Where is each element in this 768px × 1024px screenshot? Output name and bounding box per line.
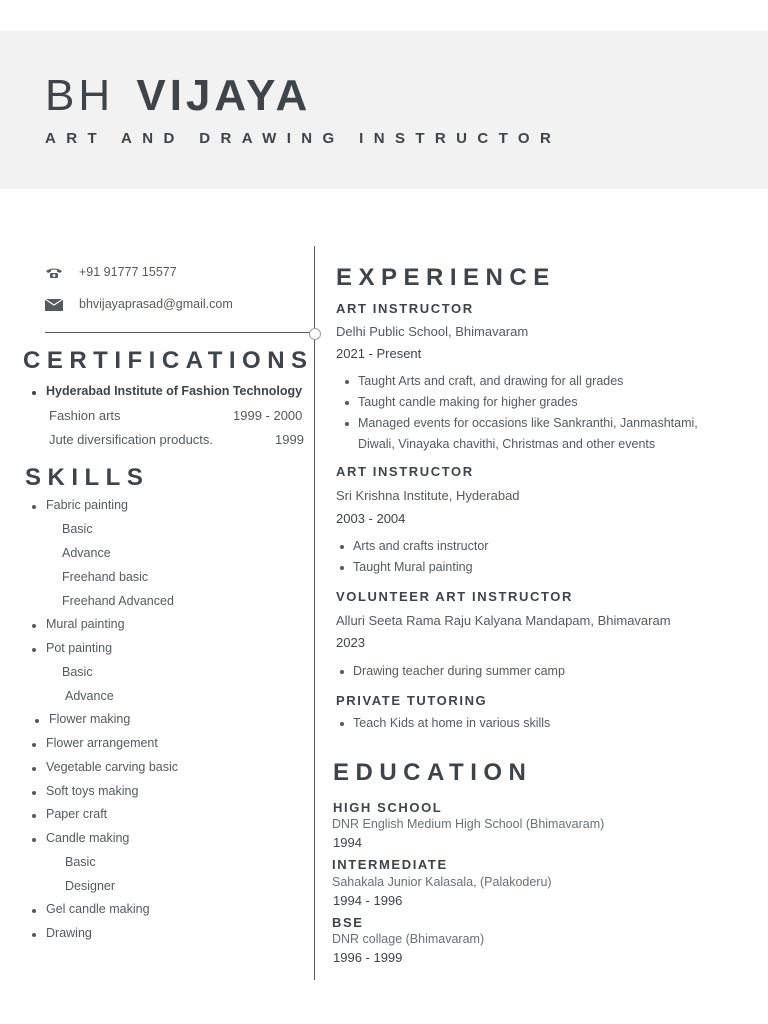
certification-name: Jute diversification products. bbox=[49, 432, 214, 447]
certification-institute: Hyderabad Institute of Fashion Technology bbox=[46, 384, 303, 398]
person-name bbox=[45, 70, 311, 122]
job-duty: Arts and crafts instructor bbox=[353, 536, 488, 557]
contact-phone bbox=[45, 265, 177, 279]
certifications-heading: CERTIFICATIONS bbox=[23, 347, 314, 374]
certification-name: Fashion arts bbox=[49, 408, 121, 423]
job-duty: Taught Mural painting bbox=[353, 557, 488, 578]
last-name: VIJAYA bbox=[136, 71, 312, 120]
job-role: ART INSTRUCTOR bbox=[336, 464, 474, 479]
job-duty-continued: Diwali, Vinayaka chavithi, Christmas and other events bbox=[358, 437, 656, 451]
skill-subitem: Freehand basic bbox=[62, 570, 149, 584]
job-organization: Alluri Seeta Rama Raju Kalyana Mandapam, Bhimavaram bbox=[336, 613, 671, 628]
skill-item: Flower arrangement bbox=[46, 736, 158, 750]
skill-subitem: Freehand Advanced bbox=[62, 594, 174, 608]
education-years: 1994 bbox=[333, 835, 362, 850]
skill-item: Mural painting bbox=[46, 617, 125, 631]
education-level: HIGH SCHOOL bbox=[333, 800, 443, 815]
job-duty: Taught candle making for higher grades bbox=[358, 392, 698, 413]
skill-item: Pot painting bbox=[46, 641, 113, 655]
skill-subitem: Advance bbox=[62, 546, 111, 560]
contact-email bbox=[45, 297, 233, 311]
education-school: Sahakala Junior Kalasala, (Palakoderu) bbox=[332, 875, 552, 889]
skill-item: Fabric painting bbox=[46, 498, 128, 512]
skill-item: Vegetable carving basic bbox=[46, 760, 179, 774]
phone-number[interactable]: +91 91777 15577 bbox=[79, 265, 177, 279]
experience-heading: EXPERIENCE bbox=[336, 264, 556, 291]
job-years: 2023 bbox=[336, 635, 365, 650]
phone-icon bbox=[45, 267, 63, 279]
education-years: 1996 - 1999 bbox=[333, 950, 403, 965]
education-school: DNR English Medium High School (Bhimavaram) bbox=[332, 817, 605, 831]
job-role: PRIVATE TUTORING bbox=[336, 693, 488, 708]
job-duty: Taught Arts and craft, and drawing for all grades bbox=[358, 371, 698, 392]
job-duties bbox=[331, 661, 565, 682]
column-divider bbox=[314, 246, 315, 980]
email-address[interactable]: bhvijayaprasad@gmail.com bbox=[79, 297, 233, 311]
job-duty: Drawing teacher during summer camp bbox=[353, 661, 565, 682]
skills-heading: SKILLS bbox=[25, 464, 150, 491]
job-years: 2021 - Present bbox=[336, 346, 422, 361]
envelope-icon bbox=[45, 299, 63, 311]
job-duties bbox=[331, 713, 550, 734]
job-role: ART INSTRUCTOR bbox=[336, 301, 474, 316]
skill-subitem: Basic bbox=[62, 665, 93, 679]
education-school: DNR collage (Bhimavaram) bbox=[332, 932, 485, 946]
skill-subitem: Advance bbox=[65, 689, 114, 703]
skill-item: Flower making bbox=[49, 712, 131, 726]
contact-divider bbox=[45, 332, 313, 333]
job-duties bbox=[336, 371, 698, 455]
education-level: BSE bbox=[332, 915, 364, 930]
certification-years: 1999 - 2000 bbox=[233, 408, 303, 423]
job-years: 2003 - 2004 bbox=[336, 511, 406, 526]
skill-item: Candle making bbox=[46, 831, 130, 845]
job-organization: Delhi Public School, Bhimavaram bbox=[336, 324, 529, 339]
certification-years: 1999 bbox=[275, 432, 304, 447]
job-duty: Teach Kids at home in various skills bbox=[353, 713, 550, 734]
skill-item: Drawing bbox=[46, 926, 92, 940]
education-years: 1994 - 1996 bbox=[333, 893, 403, 908]
first-name: BH bbox=[45, 71, 115, 120]
job-role: VOLUNTEER ART INSTRUCTOR bbox=[336, 589, 574, 604]
skill-item: Paper craft bbox=[46, 807, 108, 821]
education-level: INTERMEDIATE bbox=[332, 857, 448, 872]
education-heading: EDUCATION bbox=[333, 759, 533, 786]
skill-subitem: Basic bbox=[62, 522, 93, 536]
skill-subitem: Basic bbox=[65, 855, 96, 869]
job-organization: Sri Krishna Institute, Hyderabad bbox=[336, 488, 520, 503]
job-duties bbox=[331, 536, 488, 578]
job-title: ART AND DRAWING INSTRUCTOR bbox=[45, 130, 562, 147]
job-duty: Managed events for occasions like Sankranthi, Janmashtami, bbox=[358, 413, 698, 434]
divider-node bbox=[309, 328, 321, 340]
skill-item: Soft toys making bbox=[46, 784, 139, 798]
skill-subitem: Designer bbox=[65, 879, 116, 893]
skill-item: Gel candle making bbox=[46, 902, 150, 916]
